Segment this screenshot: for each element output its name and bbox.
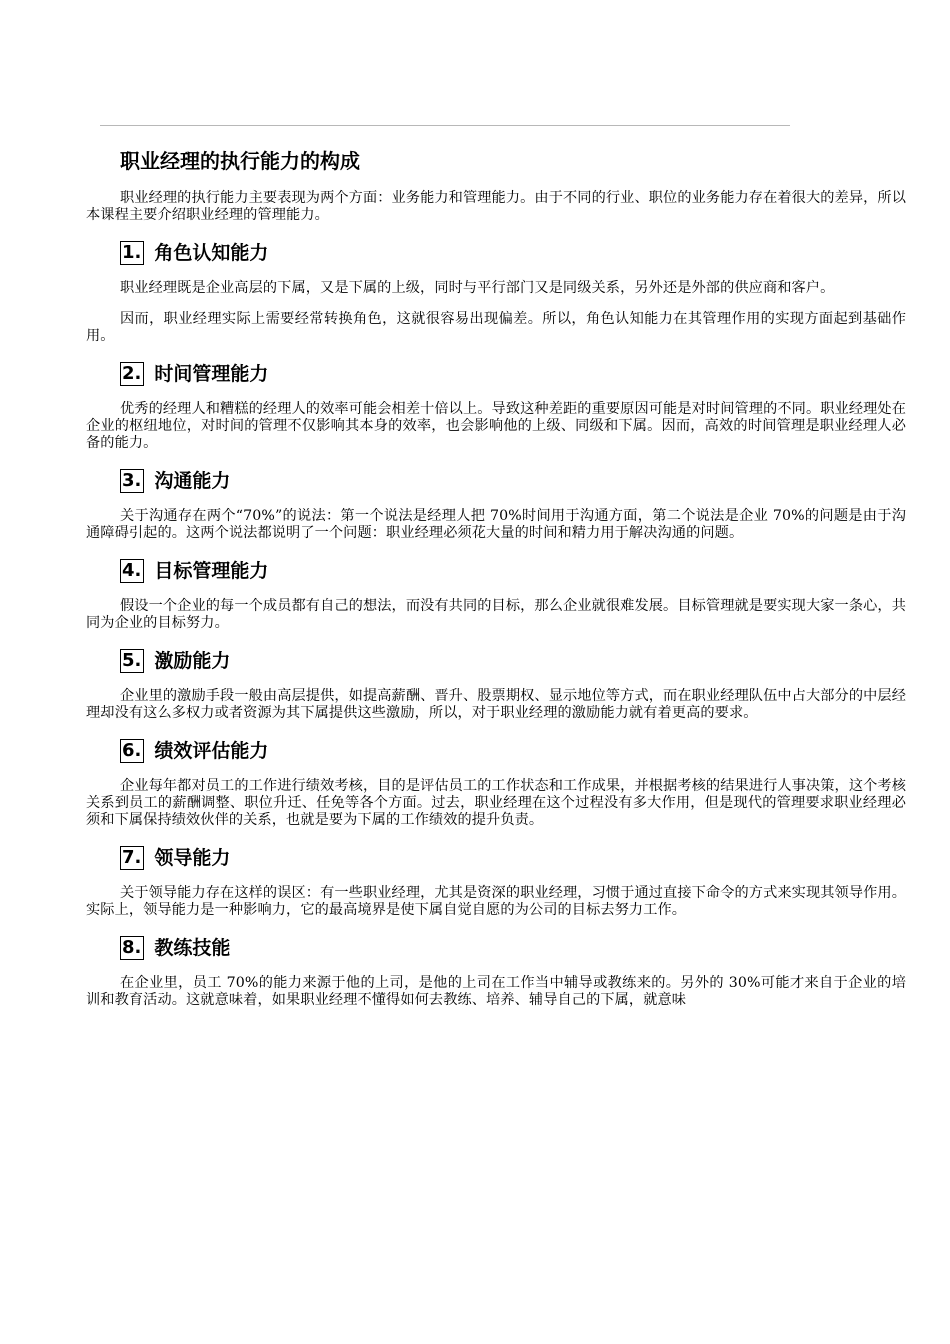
section-heading-3 <box>120 466 906 496</box>
section-title: 教练技能 <box>154 937 231 959</box>
section-title: 角色认知能力 <box>154 242 269 264</box>
section-heading-7 <box>120 843 906 873</box>
section-paragraph: 因而，职业经理实际上需要经常转换角色，这就很容易出现偏差。所以，角色认知能力在其管理作用的实现方面起到基础作用。 <box>86 311 906 344</box>
section-title: 激励能力 <box>154 650 231 672</box>
section-paragraph: 关于领导能力存在这样的误区：有一些职业经理，尤其是资深的职业经理，习惯于通过直接下命令的方式来实现其领导作用。实际上，领导能力是一种影响力，它的最高境界是使下属自觉自愿的为公司的目标去努力工作。 <box>86 885 906 918</box>
section-number: 4. <box>120 559 144 583</box>
section-title: 目标管理能力 <box>154 560 269 582</box>
section-paragraph: 企业里的激励手段一般由高层提供，如提高薪酬、晋升、股票期权、显示地位等方式，而在职业经理队伍中占大部分的中层经理却没有这么多权力或者资源为其下属提供这些激励，所以，对于职业经理的激励能力就有着更高的要求。 <box>86 688 906 721</box>
top-divider <box>100 125 790 126</box>
section-heading-6 <box>120 736 906 766</box>
document-title: 职业经理的执行能力的构成 <box>120 149 360 173</box>
intro-paragraph: 职业经理的执行能力主要表现为两个方面：业务能力和管理能力。由于不同的行业、职位的业务能力存在着很大的差异，所以本课程主要介绍职业经理的管理能力。 <box>86 190 906 223</box>
section-heading-2 <box>120 359 906 389</box>
section-heading-8 <box>120 933 906 963</box>
section-heading-4 <box>120 556 906 586</box>
section-number: 6. <box>120 739 144 763</box>
section-number: 5. <box>120 649 144 673</box>
section-paragraph: 职业经理既是企业高层的下属，又是下属的上级，同时与平行部门又是同级关系，另外还是外部的供应商和客户。 <box>120 280 835 296</box>
section-title: 领导能力 <box>154 847 231 869</box>
section-heading-1 <box>120 238 906 268</box>
section-paragraph: 优秀的经理人和糟糕的经理人的效率可能会相差十倍以上。导致这种差距的重要原因可能是对时间管理的不同。职业经理处在企业的枢纽地位，对时间的管理不仅影响其本身的效率，也会影响他的上级、同级和下属。因而，高效的时间管理是职业经理人必备的能力。 <box>86 401 906 451</box>
section-paragraph: 关于沟通存在两个“70%”的说法：第一个说法是经理人把 70%时间用于沟通方面，第二个说法是企业 70%的问题是由于沟通障碍引起的。这两个说法都说明了一个问题：职业经理必须花大量的时间和精力用于解决沟通的问题。 <box>86 508 906 541</box>
section-paragraph: 假设一个企业的每一个成员都有自己的想法，而没有共同的目标，那么企业就很难发展。目标管理就是要实现大家一条心，共同为企业的目标努力。 <box>86 598 906 631</box>
section-title: 绩效评估能力 <box>154 740 269 762</box>
section-title: 沟通能力 <box>154 470 231 492</box>
section-title: 时间管理能力 <box>154 363 269 385</box>
section-number: 2. <box>120 362 144 386</box>
section-heading-5 <box>120 646 906 676</box>
section-number: 7. <box>120 846 144 870</box>
section-number: 1. <box>120 241 144 265</box>
section-paragraph: 企业每年都对员工的工作进行绩效考核，目的是评估员工的工作状态和工作成果，并根据考核的结果进行人事决策，这个考核关系到员工的薪酬调整、职位升迁、任免等各个方面。过去，职业经理在这个过程没有多大作用，但是现代的管理要求职业经理必须和下属保持绩效伙伴的关系，也就是要为下属的工作绩效的提升负责。 <box>86 778 906 828</box>
section-paragraph: 在企业里，员工 70%的能力来源于他的上司，是他的上司在工作当中辅导或教练来的。另外的 30%可能才来自于企业的培训和教育活动。这就意味着，如果职业经理不懂得如何去教练、培养、辅导自己的下属，就意味 <box>86 975 906 1008</box>
section-number: 3. <box>120 469 144 493</box>
section-number: 8. <box>120 936 144 960</box>
document-body <box>86 140 906 1023</box>
